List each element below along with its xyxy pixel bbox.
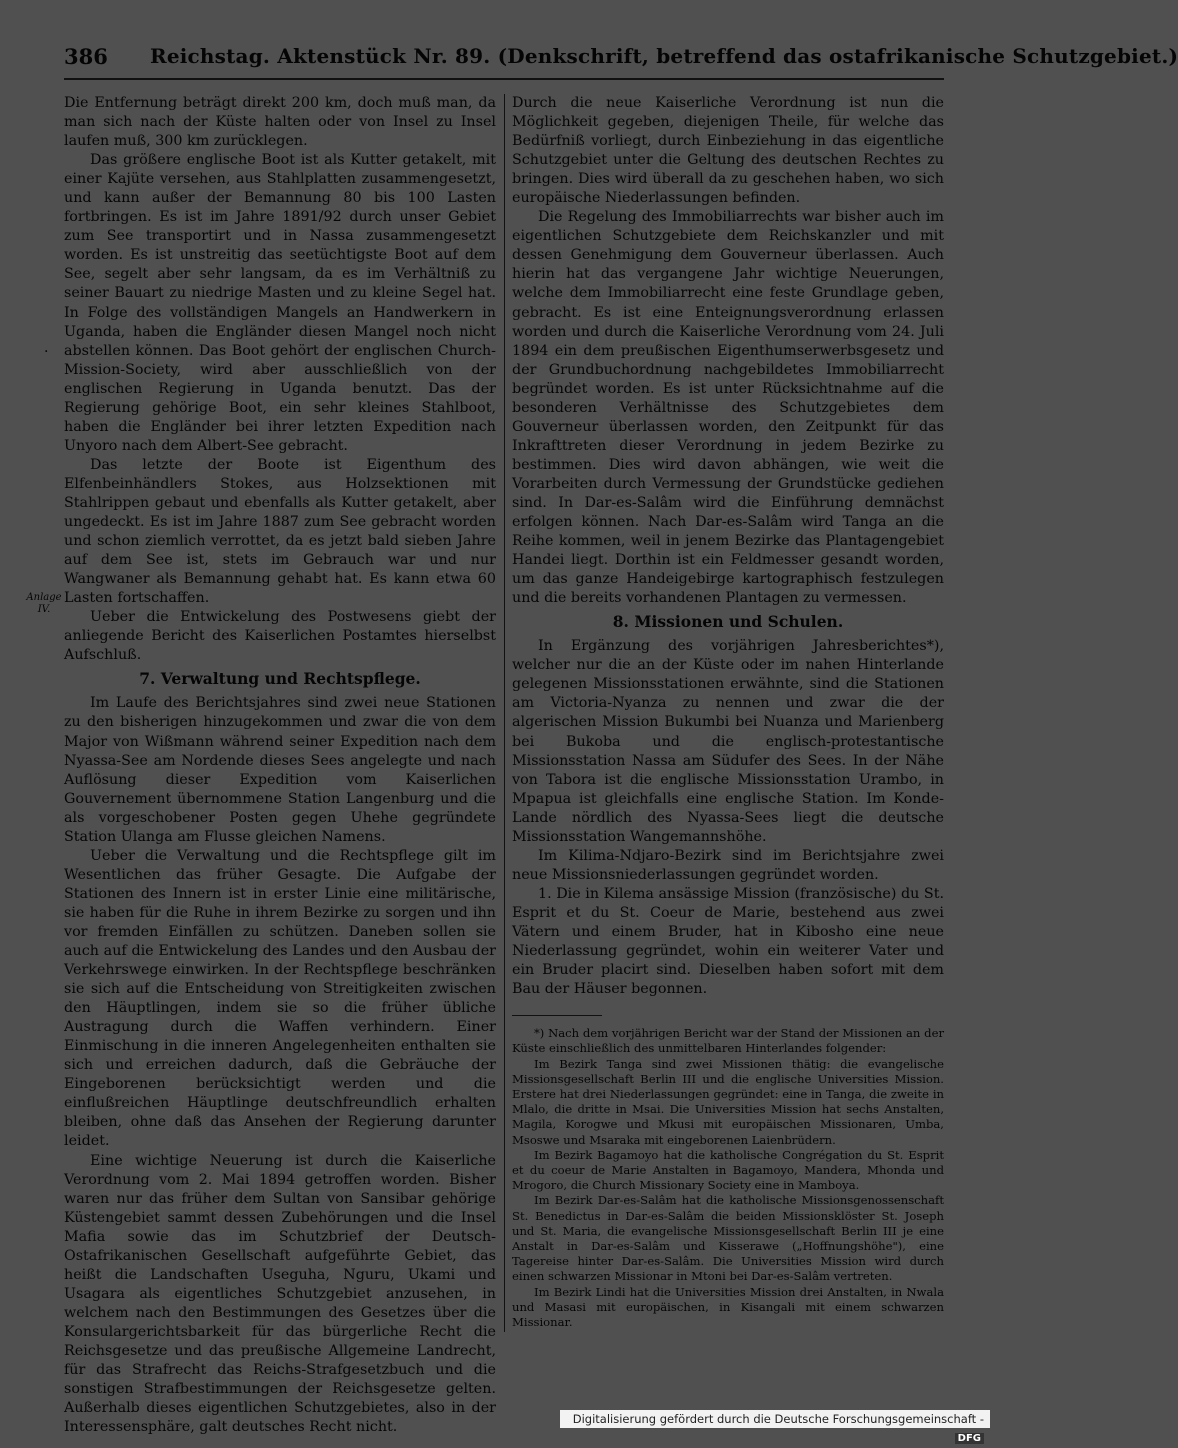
paragraph: Im Kilima-Ndjaro-Bezirk sind im Berichtsjahre zwei neue Missionsniederlassungen gegründet worden. bbox=[512, 847, 944, 883]
footer-text: Digitalisierung gefördert durch die Deutsche Forschungsgemeinschaft - bbox=[572, 1412, 984, 1426]
section-heading-missionen: 8. Missionen und Schulen. bbox=[612, 612, 844, 632]
digitization-footer bbox=[560, 1410, 990, 1444]
paragraph: 1. Die in Kilema ansässige Mission (französische) du St. Esprit et du St. Coeur de Marie, bestehend aus zwei Vätern und einem Bruder, hat in Kibosho eine neue Niederlassung gegründet, wohin ein weiterer Vater und ein Bruder placirt sind. Dieselben haben sofort mit dem Bau der Häuser begonnen. bbox=[512, 885, 944, 998]
footnote-paragraph: Im Bezirk Tanga sind zwei Missionen thätig: die evangelische Missionsgesellschaft Berlin III und die englische Universities Mission. Erstere hat drei Niederlassungen gegründet: eine in Tanga, die zweite in Mlalo, die dritte in Msai. Die Universities Mission hat sechs Anstalten, Magila, Korogwe und Mkusi mit europäischen Missionaren, Umba, Msoswe und Msaraka mit eingeborenen Laienbrüdern. bbox=[512, 1056, 944, 1147]
paragraph: Eine wichtige Neuerung ist durch die Kaiserliche Verordnung vom 2. Mai 1894 getroffen worden. Bisher waren nur das früher dem Sultan von Sansibar gehörige Küstengebiet sammt dessen Zubehörungen und die Insel Mafia sowie das im Schutzbrief der Deutsch-Ostafrikanischen Gesellschaft aufgeführte Gebiet, das heißt die Landschaften Useguha, Nguru, Ukami und Usagara als eigentliches Schutzgebiet anzusehen, in welchem nach den Bestimmungen des Gesetzes über die Konsulargerichtsbarkeit für das bürgerliche Recht die Reichsgesetze und das preußische Allgemeine Landrecht, für das Strafrecht das Reichs-Strafgesetzbuch und die sonstigen Strafbestimmungen der Reichsgesetze gelten. Außerhalb dieses eigentlichen Schutzgebietes, also in der Interessensphäre, galt deutsches Recht nicht. bbox=[64, 1152, 496, 1436]
margin-dot: . bbox=[44, 340, 49, 356]
footnote-paragraph: Im Bezirk Lindi hat die Universities Mission drei Anstalten, in Nwala und Masasi mit europäischen, in Kisangali mit einem schwarzen Missionar. bbox=[512, 1284, 944, 1330]
left-column bbox=[64, 94, 496, 1437]
paragraph: Das letzte der Boote ist Eigenthum des Elfenbeinhändlers Stokes, aus Holzsektionen mit Stahlrippen gebaut und ebenfalls als Kutter getakelt, aber ungedeckt. Es ist im Jahre 1887 zum See gebracht worden und schon ziemlich verrottet, da es jetzt bald sieben Jahre auf dem See ist, stets im Gebrauch war und nur Wangwaner als Bemannung gehabt hat. Es kann etwa 60 Lasten fortschaffen. bbox=[64, 456, 496, 607]
page-number: 386 bbox=[64, 44, 108, 69]
footnote-rule bbox=[512, 1015, 602, 1016]
column-divider bbox=[504, 94, 505, 1332]
paragraph: Im Laufe des Berichtsjahres sind zwei neue Stationen zu den bisherigen hinzugekommen und zwar die von dem Major von Wißmann während seiner Expedition nach dem Nyassa-See am Nordende dieses Sees angelegte und nach Auflösung dieser Expedition vom Kaiserlichen Gouvernement übernommene Station Langenburg und die als vorgeschobener Posten gegen Uhehe gegründete Station Ulanga am Flusse gleichen Namens. bbox=[64, 695, 496, 845]
running-title: Reichstag. Aktenstück Nr. 89. (Denkschrift, betreffend das ostafrikanische Schutzgebiet.) bbox=[150, 44, 1178, 68]
paragraph: Die Regelung des Immobiliarrechts war bisher auch im eigentlichen Schutzgebiete dem Reichskanzler und mit dessen Genehmigung dem Gouverneur überlassen. Auch hierin hat das vergangene Jahr wichtige Neuerungen, welche dem Immobiliarrecht eine feste Grundlage geben, gebracht. Es ist eine Enteignungsverordnung erlassen worden und durch die Kaiserliche Verordnung vom 24. Juli 1894 ein dem preußischen Eigenthumserwerbsgesetz und der Grundbuchordnung nachgebildetes Immobiliarrecht begründet worden. Es ist unter Rücksichtnahme auf die besonderen Verhältnisse des Schutzgebietes dem Gouverneur überlassen worden, den Zeitpunkt für das Inkrafttreten dieser Verordnung in jedem Bezirke zu bestimmen. Dies wird davon abhängen, wie weit die Vorarbeiten durch Vermessung der Grundstücke gediehen sind. In Dar-es-Salâm wird die Einführung demnächst erfolgen können. Nach Dar-es-Salâm wird Tanga an die Reihe kommen, weil in jenem Bezirke das Plantagengebiet Handei liegt. Dorthin ist ein Feldmesser gesandt worden, um das ganze Handeigebirge kartographisch festzulegen und die bereits vorhandenen Plantagen zu vermessen. bbox=[512, 209, 944, 607]
paragraph: Das größere englische Boot ist als Kutter getakelt, mit einer Kajüte versehen, aus Stahlplatten zusammengesetzt, und kann außer der Bemannung 80 bis 100 Lasten fortbringen. Es ist im Jahre 1891/92 durch unser Gebiet zum See transportirt und in Nassa zusammengesetzt worden. Es ist unstreitig das seetüchtigste Boot auf dem See, segelt aber sehr langsam, da es im Verhältniß zu seiner Bauart zu niedrige Masten und zu kleine Segel hat. In Folge des vollständigen Mangels an Handwerkern in Uganda, haben die Engländer diesen Mangel noch nicht abstellen können. Das Boot gehört der englischen Church-Mission-Society, wird aber ausschließlich von der englischen Regierung in Uganda benutzt. Das der Regierung gehörige Boot, ein sehr kleines Stahlboot, haben die Engländer bei ihrer letzten Expedition nach Unyoro nach dem Albert-See gebracht. bbox=[64, 152, 496, 454]
paragraph: In Ergänzung des vorjährigen Jahresberichtes*), welcher nur die an der Küste oder im nahen Hinterlande gelegenen Missionsstationen erwähnte, sind die Stationen am Victoria-Nyanza zu nennen und zwar die der algerischen Mission Bukumbi bei Nuanza und Marienberg bei Bukoba und die englisch-protestantische Missionsstation Nassa am Südufer des Sees. In der Nähe von Tabora ist die englische Missionsstation Urambo, in Mpapua ist gleichfalls eine englische Station. Im Konde-Lande nördlich des Nyassa-Sees liegt die deutsche Missionsstation Wangemannshöhe. bbox=[512, 638, 944, 845]
footnote bbox=[512, 1026, 944, 1330]
dfg-logo: DFG bbox=[955, 1433, 984, 1444]
section-heading-verwaltung: 7. Verwaltung und Rechtspflege. bbox=[139, 669, 421, 689]
page-header bbox=[64, 38, 1178, 80]
right-column bbox=[512, 94, 944, 1330]
footnote-paragraph: *) Nach dem vorjährigen Bericht war der Stand der Missionen an der Küste einschließlich des unmittelbaren Hinterlandes folgender: bbox=[512, 1026, 944, 1056]
paragraph: Durch die neue Kaiserliche Verordnung ist nun die Möglichkeit gegeben, diejenigen Theile, für welche das Bedürfniß vorliegt, durch Einbeziehung in das eigentliche Schutzgebiet unter die Geltung des deutschen Rechtes zu bringen. Dies wird überall da zu geschehen haben, wo sich europäische Niederlassungen befinden. bbox=[512, 95, 944, 207]
footnote-paragraph: Im Bezirk Dar-es-Salâm hat die katholische Missionsgenossenschaft St. Benedictus in Dar-es-Salâm die beiden Missionsklöster St. Joseph und St. Maria, die evangelische Missionsgesellschaft Berlin III je eine Anstalt in Dar-es-Salâm und Kisserawe („Hoffnungshöhe"), eine Tagereise hinter Dar-es-Salâm. Die Universities Mission wird durch einen schwarzen Missionar in Mtoni bei Dar-es-Salâm vertreten. bbox=[512, 1193, 944, 1284]
footnote-paragraph: Im Bezirk Bagamoyo hat die katholische Congrégation du St. Esprit et du coeur de Marie Anstalten in Bagamoyo, Mandera, Mhonda und Mrogoro, die Church Missionary Society eine in Mamboya. bbox=[512, 1147, 944, 1193]
paragraph: Ueber die Verwaltung und die Rechtspflege gilt im Wesentlichen das früher Gesagte. Die Aufgabe der Stationen des Innern ist in erster Linie eine militärische, sie haben für die Ruhe in ihrem Bezirke zu sorgen und ihn vor fremden Einfällen zu schützen. Daneben sollen sie auch auf die Entwickelung des Landes und den Ausbau der Verkehrswege einwirken. In der Rechtspflege beschränken sie sich auf die Entscheidung von Streitigkeiten zwischen den Häuptlingen, indem sie so die früher übliche Austragung durch die Waffen verhindern. Einer Einmischung in die inneren Angelegenheiten enthalten sie sich und erreichen dadurch, daß die Gebräuche der Eingeborenen berücksichtigt werden und die einflußreichen Häuptlinge deutschfreundlich erhalten bleiben, ohne daß das Ansehen der Regierung darunter leidet. bbox=[64, 847, 496, 1150]
margin-note-anlage: Anlage IV. bbox=[26, 592, 62, 615]
paragraph: Ueber die Entwickelung des Postwesens giebt der anliegende Bericht des Kaiserlichen Postamtes hierselbst Aufschluß. bbox=[64, 609, 496, 664]
paragraph: Die Entfernung beträgt direkt 200 km, doch muß man, da man sich nach der Küste halten oder von Insel zu Insel laufen muß, 300 km zurücklegen. bbox=[64, 95, 496, 150]
